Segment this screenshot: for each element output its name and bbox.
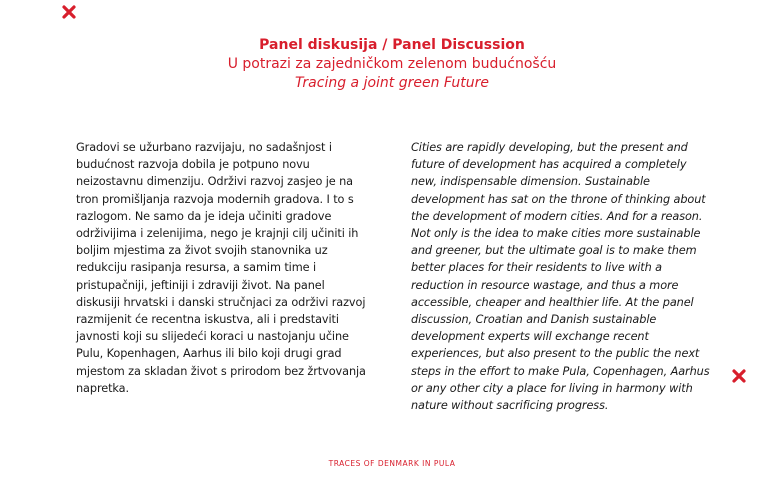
english-text-column: Cities are rapidly developing, but the present and future of development has acquired a completely new, indispensable dimension. Sustainable development has sat on the throne of thinking about the development of modern cities. And for a reason. Not only is the idea to make cities more sustainable and greener, but the ultimate goal is to make them better places for their residents to live with a reduction in resource wastage, and thus a more accessible, cheaper and healthier life. At the panel discussion, Croatian and Danish sustainable development experts will exchange recent experiences, but also present to the public the next steps in the effort to make Pula, Copenhagen, Aarhus or any other city a place for living in harmony with nature without sacrificing progress.: [411, 141, 710, 413]
subtitle-english: Tracing a joint green Future: [294, 75, 490, 91]
cross-mark-icon: [61, 4, 77, 20]
page-header: [0, 36, 784, 93]
subtitle-croatian: U potrazi za zajedničkom zelenom budućnošću: [227, 56, 557, 72]
page-title: Panel diskusija / Panel Discussion: [259, 37, 525, 53]
page-footer: TRACES OF DENMARK IN PULA: [328, 459, 456, 468]
cross-mark-icon: [731, 368, 747, 384]
croatian-text-column: Gradovi se užurbano razvijaju, no sadašnjost i budućnost razvoja dobila je potpuno novu neizostavnu dimenziju. Održivi razvoj zasjeo je na tron promišljanja razvoja modernih gradova. I to s razlogom. Ne samo da je ideja učiniti gradove održivijima i zelenijima, nego je krajnji cilj učiniti ih boljim mjestima za život svojih stanovnika uz redukciju rasipanja resursa, a samim time i pristupačniji, jeftiniji i zdraviji život. Na panel diskusiji hrvatski i danski stručnjaci za održivi razvoj razmijenit će recentna iskustva, ali i predstaviti javnosti koji su slijedeći koraci u nastojanju učine Pulu, Kopenhagen, Aarhus ili bilo koji drugi grad mjestom za skladan život s prirodom bez žrtvovanja napretka.: [76, 141, 366, 395]
